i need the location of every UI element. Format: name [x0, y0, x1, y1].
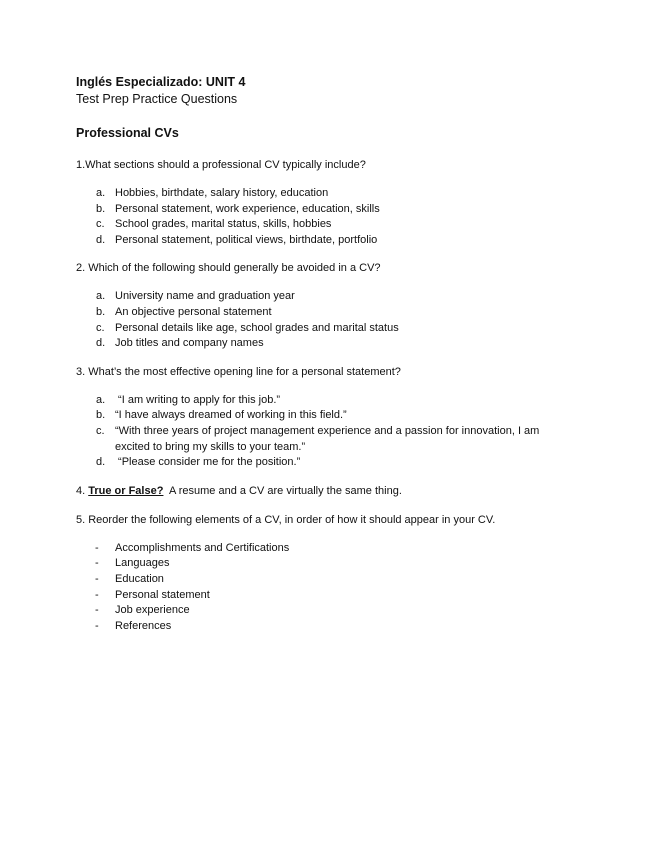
option-letter: a.: [96, 393, 106, 406]
option-text: Personal statement, work experience, education, skills: [115, 202, 380, 215]
bullet-dash: -: [95, 541, 99, 554]
option-letter: d.: [96, 233, 106, 246]
bullet-dash: -: [95, 572, 99, 585]
list-item: [76, 588, 576, 604]
bullet-dash: -: [95, 557, 99, 570]
option-letter: b.: [96, 202, 106, 215]
question-2-option-c: [76, 321, 576, 337]
question-2-options: [76, 289, 576, 351]
bullet-dash: -: [95, 604, 99, 617]
question-3-option-c: [76, 424, 576, 455]
list-item-text: Languages: [115, 557, 170, 570]
option-letter: c.: [96, 424, 105, 437]
list-item-text: Accomplishments and Certifications: [115, 541, 290, 554]
list-item-text: Education: [115, 572, 164, 585]
option-letter: b.: [96, 409, 106, 422]
option-text: Job titles and company names: [115, 337, 264, 350]
option-text: “I am writing to apply for this job.”: [115, 393, 281, 406]
document-subtitle: Test Prep Practice Questions: [76, 92, 238, 106]
list-item-text: Job experience: [115, 604, 190, 617]
option-text: Personal details like age, school grades and marital status: [115, 321, 399, 334]
true-false-label: True or False?: [88, 484, 164, 497]
question-3-options: [76, 393, 576, 471]
section-title: Professional CVs: [76, 126, 179, 140]
list-item: [76, 619, 576, 635]
question-1-option-a: [76, 186, 576, 202]
question-1: 1.What sections should a professional CV typically include?: [76, 159, 366, 171]
option-text: School grades, marital status, skills, hobbies: [115, 218, 332, 231]
list-item: [76, 541, 576, 557]
question-5: 5. Reorder the following elements of a CV, in order of how it should appear in your CV.: [76, 513, 496, 526]
list-item-text: Personal statement: [115, 588, 210, 601]
option-letter: d.: [96, 337, 106, 350]
option-text: Personal statement, political views, birthdate, portfolio: [115, 233, 378, 246]
option-text: “I have always dreamed of working in this field.”: [115, 409, 347, 422]
option-text: “With three years of project management experience and a passion for innovation, I am excited to bring my skills to your team.”: [115, 424, 540, 453]
question-5-items: [76, 541, 576, 635]
question-4: [76, 484, 576, 499]
option-letter: d.: [96, 456, 106, 469]
question-1-option-c: [76, 217, 576, 233]
question-1-option-d: [76, 233, 576, 249]
list-item: [76, 603, 576, 619]
option-text: “Please consider me for the position.”: [115, 456, 301, 469]
question-3-option-b: [76, 408, 576, 424]
question-3-option-d: [76, 455, 576, 471]
option-text: An objective personal statement: [115, 305, 272, 318]
list-item: [76, 556, 576, 572]
option-text: University name and graduation year: [115, 290, 295, 303]
list-item-text: References: [115, 619, 172, 632]
bullet-dash: -: [95, 588, 99, 601]
question-3-option-a: [76, 393, 576, 409]
bullet-dash: -: [95, 619, 99, 632]
option-letter: c.: [96, 218, 105, 231]
option-letter: c.: [96, 321, 105, 334]
document-page: [76, 74, 576, 634]
question-3: 3. What’s the most effective opening line for a personal statement?: [76, 365, 401, 378]
option-text: Hobbies, birthdate, salary history, education: [115, 187, 329, 199]
question-1-options: [76, 186, 576, 248]
option-letter: a.: [96, 187, 106, 199]
document-title: Inglés Especializado: UNIT 4: [76, 75, 246, 89]
question-4-text: A resume and a CV are virtually the same thing.: [163, 484, 402, 497]
list-item: [76, 572, 576, 588]
option-letter: a.: [96, 290, 106, 303]
question-1-option-b: [76, 202, 576, 218]
option-letter: b.: [96, 305, 106, 318]
question-2-option-a: [76, 289, 576, 305]
question-2: 2. Which of the following should generally be avoided in a CV?: [76, 262, 381, 275]
question-4-number: 4.: [76, 484, 89, 497]
question-2-option-b: [76, 305, 576, 321]
question-2-option-d: [76, 336, 576, 352]
